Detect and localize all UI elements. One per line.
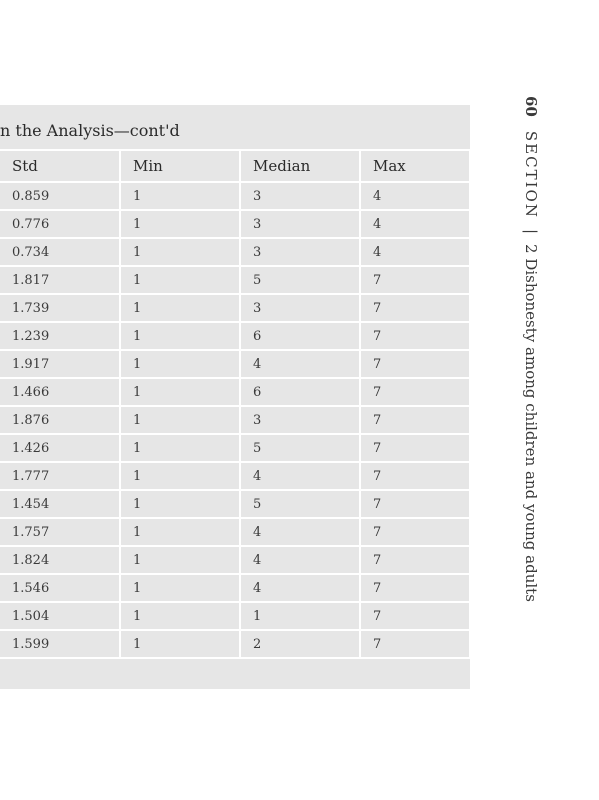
min-cell: 1: [120, 266, 240, 294]
section-title: 2 Dishonesty among children and young adults: [522, 244, 540, 602]
std-cell: 1.757: [0, 518, 120, 546]
table-row: [0, 546, 470, 574]
max-cell: 4: [360, 238, 470, 266]
max-cell: 7: [360, 546, 470, 574]
std-cell: 1.917: [0, 350, 120, 378]
page-number: 60: [522, 96, 540, 117]
max-cell: 7: [360, 490, 470, 518]
std-cell: 1.546: [0, 574, 120, 602]
median-cell: 3: [240, 210, 360, 238]
min-cell: 1: [120, 350, 240, 378]
min-cell: 1: [120, 210, 240, 238]
table-row: [0, 630, 470, 658]
min-cell: 1: [120, 182, 240, 210]
median-cell: 5: [240, 434, 360, 462]
max-cell: 7: [360, 378, 470, 406]
table-row: [0, 322, 470, 350]
column-header-min: Min: [120, 150, 240, 182]
table-row: [0, 490, 470, 518]
max-cell: 7: [360, 574, 470, 602]
median-cell: 2: [240, 630, 360, 658]
table-row: [0, 602, 470, 630]
header-row: [0, 150, 470, 182]
table-row: [0, 434, 470, 462]
max-cell: 7: [360, 434, 470, 462]
max-cell: 4: [360, 210, 470, 238]
max-cell: 7: [360, 630, 470, 658]
table-row: [0, 518, 470, 546]
max-cell: 7: [360, 602, 470, 630]
table-body: [0, 182, 470, 658]
std-cell: 1.466: [0, 378, 120, 406]
std-cell: 1.239: [0, 322, 120, 350]
header-separator: |: [522, 228, 540, 234]
std-cell: 1.824: [0, 546, 120, 574]
std-cell: 0.776: [0, 210, 120, 238]
min-cell: 1: [120, 490, 240, 518]
max-cell: 7: [360, 322, 470, 350]
min-cell: 1: [120, 238, 240, 266]
max-cell: 7: [360, 406, 470, 434]
table-row: [0, 378, 470, 406]
median-cell: 4: [240, 462, 360, 490]
std-cell: 1.876: [0, 406, 120, 434]
std-cell: 1.777: [0, 462, 120, 490]
table-row: [0, 266, 470, 294]
min-cell: 1: [120, 518, 240, 546]
table-row: [0, 238, 470, 266]
min-cell: 1: [120, 462, 240, 490]
table-row: [0, 210, 470, 238]
median-cell: 3: [240, 294, 360, 322]
running-header: [518, 96, 544, 616]
table-row: [0, 406, 470, 434]
table-title: n the Analysis—cont'd: [0, 121, 180, 140]
max-cell: 7: [360, 294, 470, 322]
min-cell: 1: [120, 322, 240, 350]
section-label: SECTION: [522, 130, 540, 219]
min-cell: 1: [120, 630, 240, 658]
std-cell: 0.859: [0, 182, 120, 210]
median-cell: 4: [240, 350, 360, 378]
column-header-std: Std: [0, 150, 120, 182]
std-cell: 0.734: [0, 238, 120, 266]
table-row: [0, 294, 470, 322]
std-cell: 1.599: [0, 630, 120, 658]
median-cell: 4: [240, 546, 360, 574]
min-cell: 1: [120, 294, 240, 322]
max-cell: 7: [360, 350, 470, 378]
median-cell: 5: [240, 490, 360, 518]
min-cell: 1: [120, 602, 240, 630]
min-cell: 1: [120, 434, 240, 462]
max-cell: 7: [360, 266, 470, 294]
std-cell: 1.426: [0, 434, 120, 462]
max-cell: 7: [360, 462, 470, 490]
table-row: [0, 350, 470, 378]
table-row: [0, 462, 470, 490]
median-cell: 6: [240, 378, 360, 406]
median-cell: 4: [240, 574, 360, 602]
max-cell: 4: [360, 182, 470, 210]
median-cell: 3: [240, 238, 360, 266]
max-cell: 7: [360, 518, 470, 546]
min-cell: 1: [120, 574, 240, 602]
min-cell: 1: [120, 378, 240, 406]
median-cell: 3: [240, 406, 360, 434]
median-cell: 3: [240, 182, 360, 210]
column-header-median: Median: [240, 150, 360, 182]
median-cell: 6: [240, 322, 360, 350]
table-row: [0, 182, 470, 210]
std-cell: 1.454: [0, 490, 120, 518]
std-cell: 1.739: [0, 294, 120, 322]
median-cell: 5: [240, 266, 360, 294]
min-cell: 1: [120, 406, 240, 434]
min-cell: 1: [120, 546, 240, 574]
std-cell: 1.817: [0, 266, 120, 294]
table-row: [0, 574, 470, 602]
column-header-max: Max: [360, 150, 470, 182]
data-table: [0, 149, 471, 659]
median-cell: 4: [240, 518, 360, 546]
median-cell: 1: [240, 602, 360, 630]
std-cell: 1.504: [0, 602, 120, 630]
